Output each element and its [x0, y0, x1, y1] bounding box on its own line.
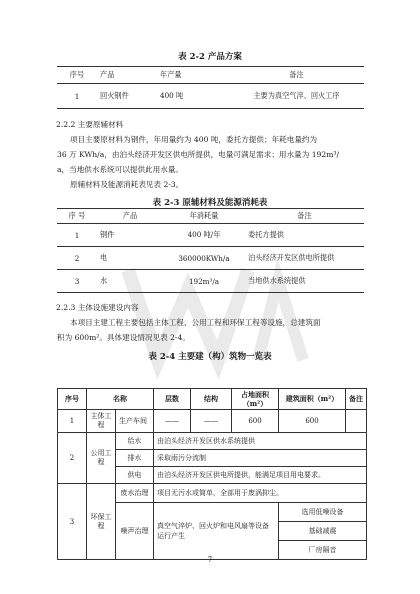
table-header-cell: 产品 — [97, 67, 157, 84]
body-text-line: 项目主要原材料为钢件，年用量约为 400 吨，委托方提供；年耗电量约为 — [70, 135, 318, 144]
body-text-line: 本项目主建工程主要包括主体工程、公用工程和环保工程等设施，总建筑面 — [70, 318, 321, 327]
table-2-3-caption: 表 2-3 原辅材料及能源消耗表 — [152, 198, 268, 208]
body-text-line: a，当地供水系统可以提供此用水量。 — [57, 165, 184, 174]
table-header-cell: 备注 — [346, 389, 367, 410]
table-cell: 排水 — [116, 450, 154, 467]
table-cell: 400 吨 — [157, 84, 229, 109]
table-cell: 360000KWh/a — [163, 247, 245, 270]
table-header-cell: 备注 — [245, 209, 364, 224]
table-header-cell: 序 号 — [57, 209, 97, 224]
table-header-cell: 序号 — [58, 389, 87, 410]
table-cell: 生产车间 — [116, 410, 154, 433]
product-plan-table — [57, 66, 364, 109]
page-number: 7 — [207, 556, 213, 564]
table-cell: 采取雨污分流制 — [154, 450, 367, 467]
table-cell: 由泊头经济开发区供电所提供，能满足项目用电要求。 — [154, 467, 367, 484]
table-cell: —— — [191, 410, 232, 433]
table-cell: 回火钢件 — [97, 84, 157, 109]
table-cell: 1 — [57, 224, 97, 247]
table-header-cell: 占地面积（m²） — [232, 389, 279, 410]
body-text-line: 积为 600m²。具体建设情况见表 2-4。 — [57, 333, 190, 342]
table-cell: 192m³/a — [163, 270, 245, 293]
table-header-cell: 产品 — [97, 209, 163, 224]
table-cell: 主要为真空气淬、回火工序 — [229, 84, 364, 109]
table-header-cell: 层数 — [154, 389, 191, 410]
table-cell: 泊头经济开发区供电所提供 — [245, 247, 364, 270]
table-cell: 噪声治理 — [116, 503, 154, 560]
table-header-cell: 备注 — [229, 67, 364, 84]
raw-materials-table — [57, 208, 364, 293]
table-cell: 2 — [57, 247, 97, 270]
section-heading: 2.2.2 主要原辅材料 — [56, 120, 124, 129]
table-cell: 600 — [279, 410, 346, 433]
body-text-line: 原辅材料及能源消耗表见表 2-3。 — [70, 180, 184, 189]
table-cell: 水 — [97, 270, 163, 293]
buildings-table — [57, 388, 367, 560]
table-cell: 厂房隔音 — [279, 541, 367, 560]
table-header-cell: 年消耗量 — [163, 209, 245, 224]
section-heading: 2.2.3 主体设施建设内容 — [56, 303, 139, 312]
table-header-cell: 结构 — [191, 389, 232, 410]
table-cell: 废水治理 — [116, 484, 154, 503]
table-cell: 主体工程 — [87, 410, 116, 433]
table-cell: 电 — [97, 247, 163, 270]
table-cell: 基础减震 — [279, 522, 367, 541]
table-cell: 由泊头经济开发区供水系统提供 — [154, 433, 367, 450]
table-header-cell: 名称 — [87, 389, 154, 410]
table-cell: 1 — [57, 84, 97, 109]
table-cell: 供电 — [116, 467, 154, 484]
table-cell: 真空气淬炉、回火炉和电风扇等设备运行产生 — [154, 503, 279, 560]
table-cell: 钢件 — [97, 224, 163, 247]
table-header-cell: 序号 — [57, 67, 97, 84]
table-cell: 给水 — [116, 433, 154, 450]
table-cell: 400 吨/年 — [163, 224, 245, 247]
table-cell: 600 — [232, 410, 279, 433]
table-2-2-caption: 表 2-2 产品方案 — [178, 52, 242, 62]
table-header-cell: 年产量 — [157, 67, 229, 84]
table-header-cell: 建筑面积（m²） — [279, 389, 346, 410]
table-cell: 3 — [57, 270, 97, 293]
table-cell: 选用低噪设备 — [279, 503, 367, 522]
table-cell: —— — [154, 410, 191, 433]
table-cell: 公用工程 — [87, 433, 116, 484]
body-text-line: 36 万 KWh/a，由泊头经济开发区供电所提供，电量可满足需求；用水量为 192m³/ — [57, 150, 340, 159]
table-cell: 委托方提供 — [245, 224, 364, 247]
table-cell: 3 — [58, 484, 87, 560]
table-cell: 项目无污水或简单，全部用于废涡抑尘。 — [154, 484, 367, 503]
table-cell — [346, 410, 367, 433]
table-cell: 1 — [58, 410, 87, 433]
table-cell: 当地供水系统提供 — [245, 270, 364, 293]
table-cell: 环保工程 — [87, 484, 116, 560]
table-2-4-caption: 表 2-4 主要建（构）筑物一览表 — [148, 352, 272, 362]
table-cell: 2 — [58, 433, 87, 484]
